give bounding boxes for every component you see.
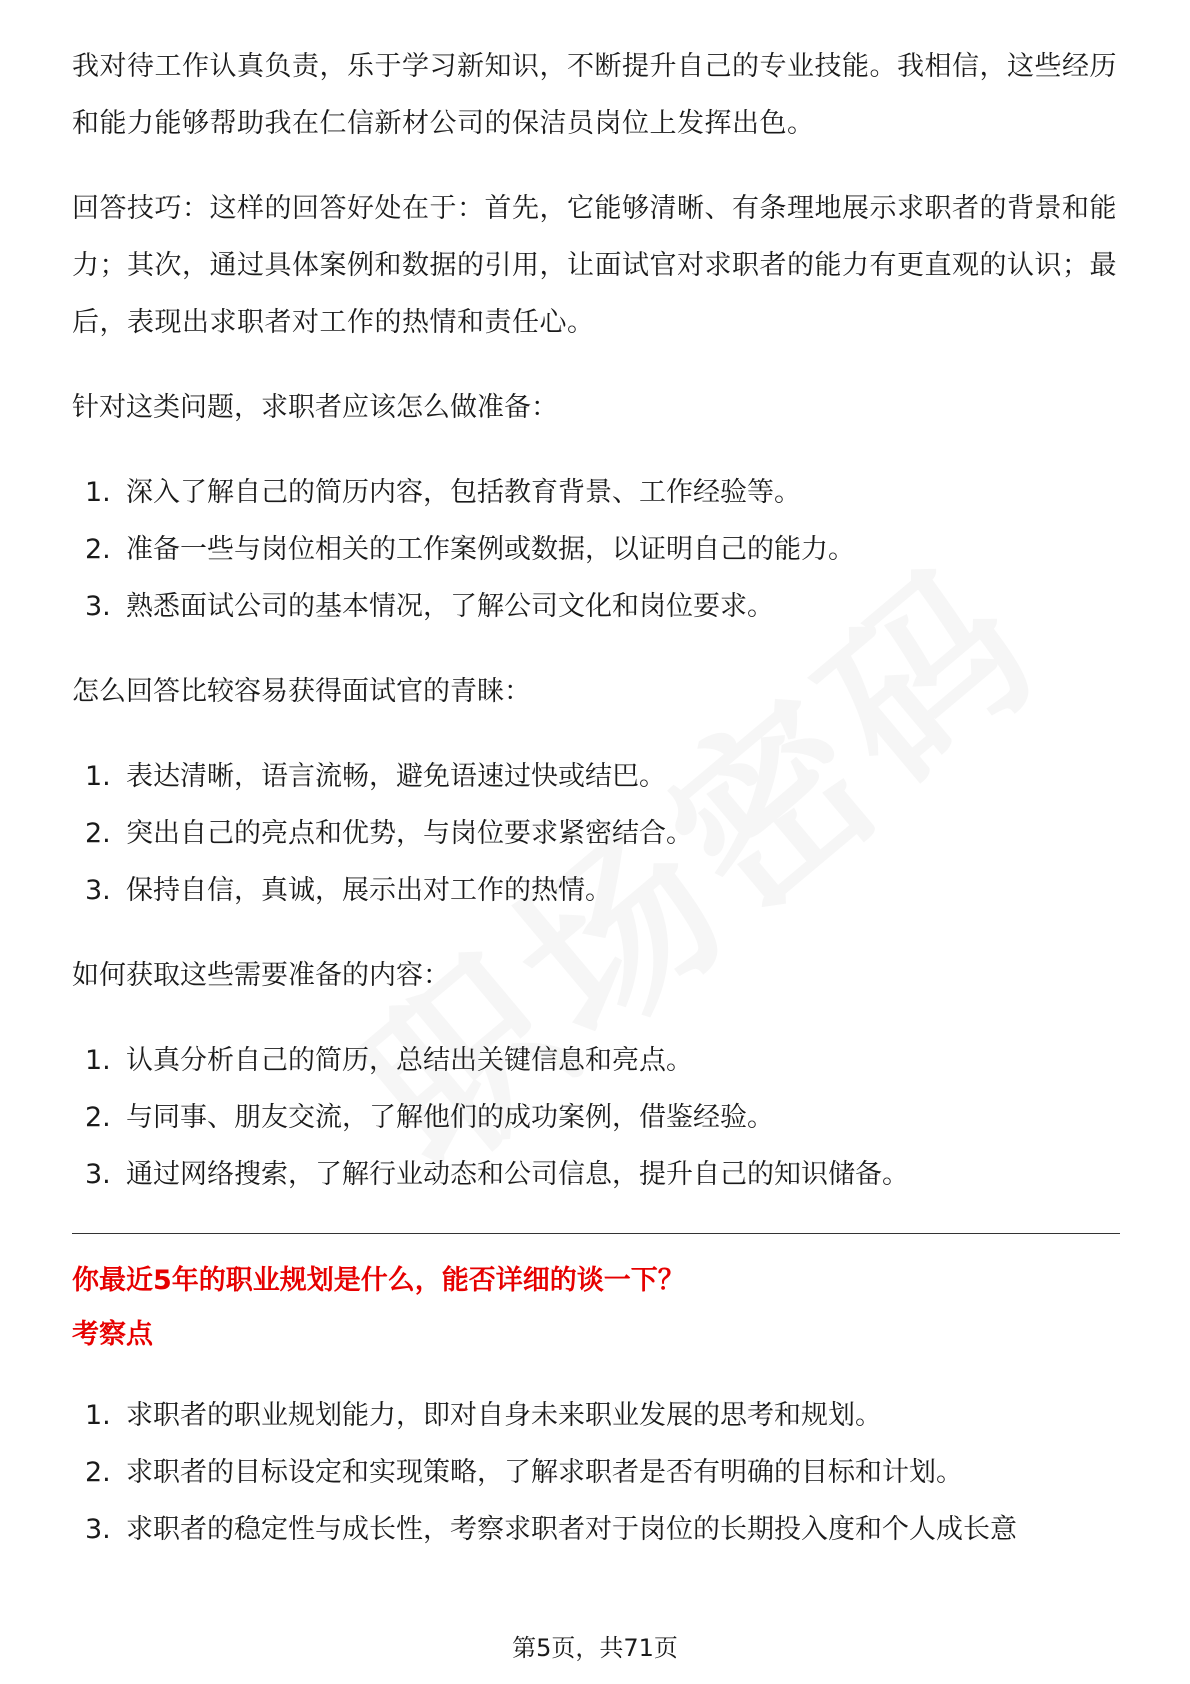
prepare-list: [72, 464, 1120, 635]
list-item: 3. 熟悉面试公司的基本情况，了解公司文化和岗位要求。: [85, 591, 774, 622]
answer-heading: 怎么回答比较容易获得面试官的青睐：: [72, 676, 531, 707]
list-item: 1. 认真分析自己的简历，总结出关键信息和亮点。: [85, 1045, 693, 1076]
list-item: 3. 求职者的稳定性与成长性，考察求职者对于岗位的长期投入度和个人成长意: [85, 1514, 1017, 1545]
obtain-list: [72, 1032, 1120, 1203]
list-item: 2. 与同事、朋友交流，了解他们的成功案例，借鉴经验。: [85, 1102, 774, 1133]
document-page: [72, 38, 1120, 1586]
question-subheading: 考察点: [72, 1319, 153, 1350]
obtain-heading: 如何获取这些需要准备的内容：: [72, 960, 450, 991]
list-item: 1. 表达清晰，语言流畅，避免语速过快或结巴。: [85, 761, 666, 792]
list-item: 2. 准备一些与岗位相关的工作案例或数据，以证明自己的能力。: [85, 534, 855, 565]
tips-paragraph: 回答技巧：这样的回答好处在于：首先，它能够清晰、有条理地展示求职者的背景和能力；其次，通过具体案例和数据的引用，让面试官对求职者的能力有更直观的认识；最后，表现出求职者对工作的热情和责任心。: [72, 193, 1117, 338]
list-item: 3. 通过网络搜索，了解行业动态和公司信息，提升自己的知识储备。: [85, 1159, 909, 1190]
list-item: 1. 求职者的职业规划能力，即对自身未来职业发展的思考和规划。: [85, 1400, 882, 1431]
page-footer: 第5页，共71页: [512, 1634, 678, 1662]
list-item: 2. 求职者的目标设定和实现策略，了解求职者是否有明确的目标和计划。: [85, 1457, 963, 1488]
list-item: 2. 突出自己的亮点和优势，与岗位要求紧密结合。: [85, 818, 693, 849]
question-list: [72, 1387, 1120, 1558]
list-item: 3. 保持自信，真诚，展示出对工作的热情。: [85, 875, 612, 906]
answer-list: [72, 748, 1120, 919]
question-title: 你最近5年的职业规划是什么，能否详细的谈一下？: [72, 1265, 685, 1296]
intro-paragraph: 我对待工作认真负责，乐于学习新知识，不断提升自己的专业技能。我相信，这些经历和能力能够帮助我在仁信新材公司的保洁员岗位上发挥出色。: [72, 51, 1117, 139]
prepare-heading: 针对这类问题，求职者应该怎么做准备：: [72, 392, 558, 423]
list-item: 1. 深入了解自己的简历内容，包括教育背景、工作经验等。: [85, 477, 801, 508]
section-divider: [72, 1233, 1120, 1234]
